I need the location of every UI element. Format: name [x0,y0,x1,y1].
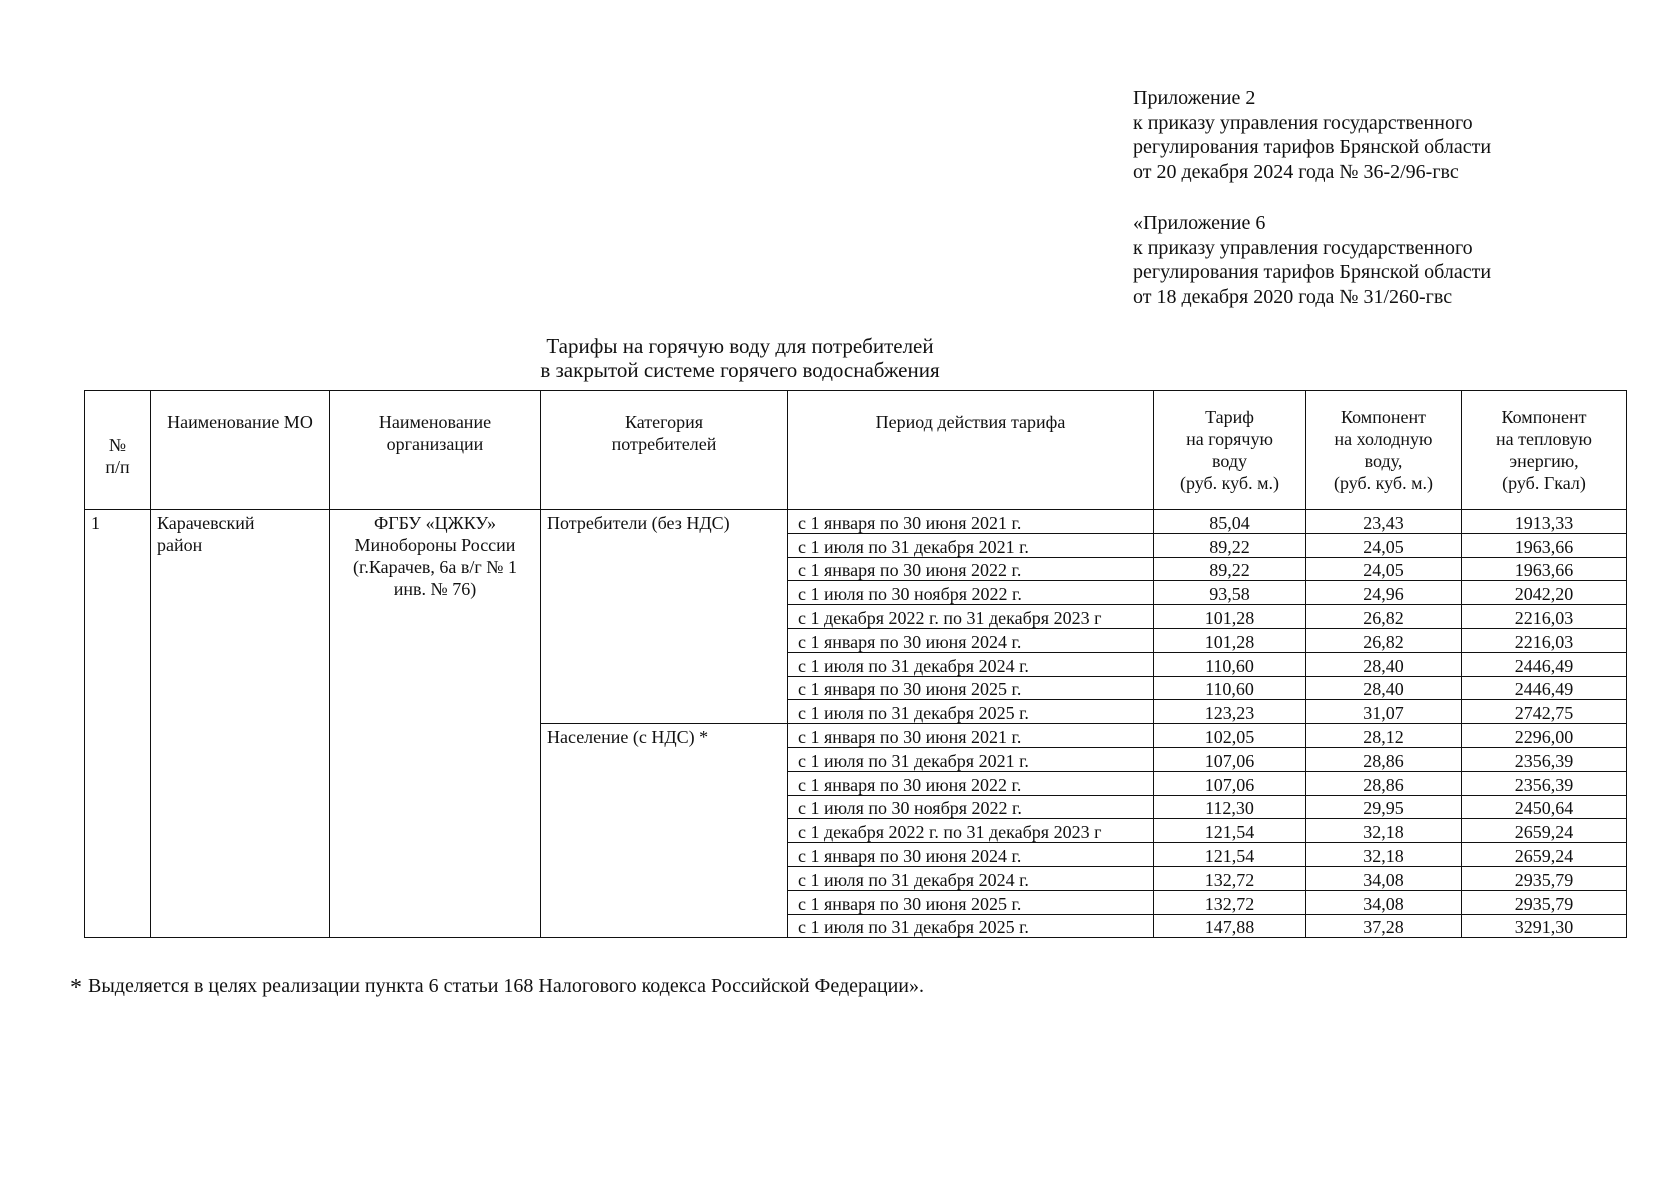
cold-water-value: 28,40 [1306,676,1462,700]
cold-water-value: 34,08 [1306,890,1462,914]
cold-water-value: 28,40 [1306,652,1462,676]
cold-water-value: 28,86 [1306,747,1462,771]
heat-energy-value: 1913,33 [1462,510,1627,534]
footnote-marker: * [70,975,82,1001]
cold-water-value: 32,18 [1306,819,1462,843]
tariff-period: с 1 января по 30 июня 2022 г. [788,771,1154,795]
tariff-period: с 1 июля по 31 декабря 2024 г. [788,866,1154,890]
tariff-value: 102,05 [1154,724,1306,748]
row-number: 1 [85,510,151,938]
tariff-period: с 1 июля по 30 ноября 2022 г. [788,581,1154,605]
header-heat-energy-component: Компонент на тепловую энергию, (руб. Гкал) [1462,391,1627,510]
consumer-category: Население (с НДС) * [541,724,788,938]
cold-water-value: 32,18 [1306,843,1462,867]
tariff-value: 110,60 [1154,676,1306,700]
tariff-value: 123,23 [1154,700,1306,724]
table-body [85,510,1627,938]
cold-water-value: 28,86 [1306,771,1462,795]
tariff-value: 110,60 [1154,652,1306,676]
tariff-period: с 1 января по 30 июня 2024 г. [788,628,1154,652]
tariff-period: с 1 июля по 31 декабря 2025 г. [788,914,1154,938]
tariff-value: 107,06 [1154,771,1306,795]
appendix-new-line: от 20 декабря 2024 года № 36-2/96-гвс [1133,160,1459,183]
cold-water-value: 29,95 [1306,795,1462,819]
tariff-period: с 1 июля по 31 декабря 2024 г. [788,652,1154,676]
tariff-value: 132,72 [1154,866,1306,890]
heat-energy-value: 2042,20 [1462,581,1627,605]
table-row [85,510,1627,534]
tariff-value: 89,22 [1154,557,1306,581]
tariff-value: 132,72 [1154,890,1306,914]
tariff-period: с 1 января по 30 июня 2021 г. [788,510,1154,534]
cold-water-value: 31,07 [1306,700,1462,724]
heat-energy-value: 2216,03 [1462,605,1627,629]
document-title [520,334,960,382]
heat-energy-value: 2935,79 [1462,866,1627,890]
heat-energy-value: 2450,64 [1462,795,1627,819]
heat-energy-value: 2216,03 [1462,628,1627,652]
tariff-value: 112,30 [1154,795,1306,819]
municipality-name: Карачевский район [151,510,330,938]
appendix-original-line: от 18 декабря 2020 года № 31/260-гвс [1133,285,1453,308]
tariff-period: с 1 января по 30 июня 2025 г. [788,676,1154,700]
footnote-text: Выделяется в целях реализации пункта 6 статьи 168 Налогового кодекса Российской Федерации». [88,975,925,997]
tariff-period: с 1 января по 30 июня 2021 г. [788,724,1154,748]
cold-water-value: 34,08 [1306,866,1462,890]
tariff-value: 93,58 [1154,581,1306,605]
footnote [70,975,924,1002]
heat-energy-value: 2742,75 [1462,700,1627,724]
tariff-value: 89,22 [1154,533,1306,557]
header-mo: Наименование МО [151,391,330,510]
header-organization: Наименование организации [330,391,541,510]
tariff-period: с 1 июля по 31 декабря 2025 г. [788,700,1154,724]
tariff-period: с 1 июля по 31 декабря 2021 г. [788,533,1154,557]
tariff-period: с 1 июля по 31 декабря 2021 г. [788,747,1154,771]
tariff-value: 85,04 [1154,510,1306,534]
cold-water-value: 26,82 [1306,628,1462,652]
tariff-table [84,390,1627,938]
heat-energy-value: 2659,24 [1462,843,1627,867]
tariff-period: с 1 января по 30 июня 2025 г. [788,890,1154,914]
tariff-value: 107,06 [1154,747,1306,771]
appendix-original-line: регулирования тарифов Брянской области [1133,261,1492,283]
heat-energy-value: 3291,30 [1462,914,1627,938]
table-header-row [85,391,1627,510]
appendix-original-line: «Приложение 6 [1133,212,1266,234]
cold-water-value: 26,82 [1306,605,1462,629]
heat-energy-value: 2296,00 [1462,724,1627,748]
header-tariff: Тариф на горячую воду (руб. куб. м.) [1154,391,1306,510]
tariff-period: с 1 января по 30 июня 2022 г. [788,557,1154,581]
tariff-value: 121,54 [1154,843,1306,867]
tariff-value: 121,54 [1154,819,1306,843]
cold-water-value: 24,05 [1306,533,1462,557]
cold-water-value: 37,28 [1306,914,1462,938]
heat-energy-value: 1963,66 [1462,557,1627,581]
appendix-new-line: регулирования тарифов Брянской области [1133,136,1492,158]
organization-name: ФГБУ «ЦЖКУ» Минобороны России (г.Карачев, 6а в/г № 1 инв. № 76) [330,510,541,938]
cold-water-value: 23,43 [1306,510,1462,534]
header-num: № п/п [85,391,151,510]
cold-water-value: 28,12 [1306,724,1462,748]
cold-water-value: 24,05 [1306,557,1462,581]
heat-energy-value: 2935,79 [1462,890,1627,914]
tariff-value: 147,88 [1154,914,1306,938]
tariff-period: с 1 декабря 2022 г. по 31 декабря 2023 г [788,819,1154,843]
tariff-period: с 1 января по 30 июня 2024 г. [788,843,1154,867]
document-title-line: Тарифы на горячую воду для потребителей [546,334,934,358]
heat-energy-value: 2446,49 [1462,676,1627,700]
consumer-category: Потребители (без НДС) [541,510,788,724]
cold-water-value: 24,96 [1306,581,1462,605]
appendix-original-line: к приказу управления государственного [1133,236,1473,259]
header-period: Период действия тарифа [788,391,1154,510]
tariff-value: 101,28 [1154,628,1306,652]
appendix-new-line: к приказу управления государственного [1133,111,1473,134]
header-category: Категория потребителей [541,391,788,510]
heat-energy-value: 2446,49 [1462,652,1627,676]
tariff-value: 101,28 [1154,605,1306,629]
tariff-period: с 1 июля по 30 ноября 2022 г. [788,795,1154,819]
heat-energy-value: 2356,39 [1462,747,1627,771]
heat-energy-value: 1963,66 [1462,533,1627,557]
appendix-new-line: Приложение 2 [1133,87,1256,109]
heat-energy-value: 2659,24 [1462,819,1627,843]
document-title-line: в закрытой системе горячего водоснабжения [540,358,940,382]
appendix-header [1133,86,1613,309]
header-cold-water-component: Компонент на холодную воду, (руб. куб. м.) [1306,391,1462,510]
heat-energy-value: 2356,39 [1462,771,1627,795]
tariff-period: с 1 декабря 2022 г. по 31 декабря 2023 г [788,605,1154,629]
